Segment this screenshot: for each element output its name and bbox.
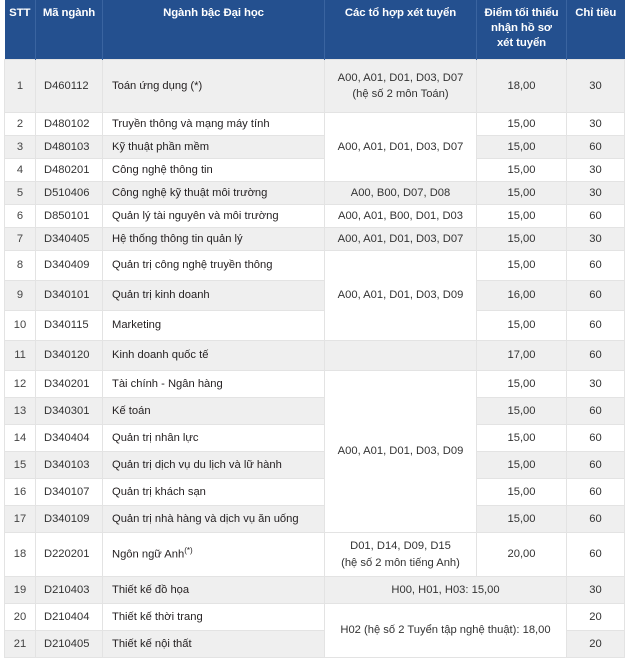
cell-stt: 19 (5, 577, 36, 604)
cell-to-hop-spanning: H02 (hệ số 2 Tuyển tập nghệ thuật): 18,00 (325, 604, 567, 658)
cell-diem: 18,00 (477, 60, 567, 113)
cell-nganh: Hệ thống thông tin quản lý (103, 228, 325, 251)
cell-ma-nganh: D340404 (36, 425, 103, 452)
column-header-to-hop: Các tổ hợp xét tuyển (325, 0, 477, 60)
table-row (5, 281, 625, 311)
cell-nganh: Công nghệ kỹ thuật môi trường (103, 182, 325, 205)
table-row (5, 311, 625, 341)
cell-stt: 7 (5, 228, 36, 251)
cell-ma-nganh: D210404 (36, 604, 103, 631)
cell-nganh: Thiết kế nội thất (103, 631, 325, 658)
cell-nganh: Công nghệ thông tin (103, 159, 325, 182)
table-row (5, 604, 625, 631)
cell-chi-tieu: 30 (567, 60, 625, 113)
table-row (5, 371, 625, 398)
to-hop-main: A00, A01, D01, D03, D07 (337, 71, 464, 84)
cell-ma-nganh: D340409 (36, 251, 103, 281)
cell-ma-nganh: D340103 (36, 452, 103, 479)
table-row (5, 251, 625, 281)
table-row (5, 577, 625, 604)
cell-chi-tieu: 30 (567, 182, 625, 205)
cell-chi-tieu: 60 (567, 281, 625, 311)
cell-nganh: Quản trị nhà hàng và dịch vụ ăn uống (103, 506, 325, 533)
cell-stt: 18 (5, 533, 36, 577)
cell-diem: 15,00 (477, 371, 567, 398)
table-row (5, 506, 625, 533)
diem-header-line-3: xét tuyển (496, 37, 547, 50)
cell-diem: 15,00 (477, 205, 567, 228)
column-header-ma-nganh: Mã ngành (36, 0, 103, 60)
cell-nganh (103, 533, 325, 577)
cell-stt: 1 (5, 60, 36, 113)
cell-diem: 15,00 (477, 311, 567, 341)
table-body (5, 60, 625, 658)
cell-stt: 16 (5, 479, 36, 506)
cell-ma-nganh: D480103 (36, 136, 103, 159)
cell-chi-tieu: 60 (567, 205, 625, 228)
cell-diem: 16,00 (477, 281, 567, 311)
cell-nganh: Tài chính - Ngân hàng (103, 371, 325, 398)
cell-ma-nganh: D510406 (36, 182, 103, 205)
cell-diem: 15,00 (477, 506, 567, 533)
diem-header-line-2: nhận hồ sơ (491, 22, 552, 35)
table-header (5, 0, 625, 60)
cell-chi-tieu: 60 (567, 533, 625, 577)
cell-ma-nganh: D340107 (36, 479, 103, 506)
cell-ma-nganh: D340109 (36, 506, 103, 533)
cell-chi-tieu: 30 (567, 159, 625, 182)
table-row (5, 60, 625, 113)
cell-chi-tieu: 30 (567, 113, 625, 136)
to-hop-note: (hệ số 2 môn Toán) (352, 88, 449, 101)
cell-diem: 15,00 (477, 251, 567, 281)
nganh-footnote-marker: (*) (184, 546, 193, 556)
cell-diem: 15,00 (477, 228, 567, 251)
cell-stt: 9 (5, 281, 36, 311)
cell-nganh: Toán ứng dụng (*) (103, 60, 325, 113)
cell-chi-tieu: 60 (567, 479, 625, 506)
cell-chi-tieu: 60 (567, 425, 625, 452)
column-header-diem-toi-thieu (477, 0, 567, 60)
cell-nganh: Quản trị dịch vụ du lịch và lữ hành (103, 452, 325, 479)
cell-nganh: Kỹ thuật phần mềm (103, 136, 325, 159)
cell-stt: 14 (5, 425, 36, 452)
cell-diem: 15,00 (477, 113, 567, 136)
table-row (5, 341, 625, 371)
nganh-text: Ngôn ngữ Anh (112, 549, 185, 562)
cell-ma-nganh: D340101 (36, 281, 103, 311)
cell-nganh: Thiết kế đồ họa (103, 577, 325, 604)
table-row (5, 136, 625, 159)
cell-nganh: Quản trị nhân lực (103, 425, 325, 452)
cell-stt: 3 (5, 136, 36, 159)
cell-diem: 20,00 (477, 533, 567, 577)
column-header-chi-tieu: Chỉ tiêu (567, 0, 625, 60)
cell-ma-nganh: D480102 (36, 113, 103, 136)
cell-diem: 15,00 (477, 182, 567, 205)
cell-chi-tieu: 60 (567, 341, 625, 371)
cell-diem: 15,00 (477, 159, 567, 182)
table-row (5, 452, 625, 479)
table-row (5, 228, 625, 251)
cell-nganh: Quản trị công nghệ truyền thông (103, 251, 325, 281)
cell-stt: 15 (5, 452, 36, 479)
diem-header-line-1: Điểm tối thiểu (484, 7, 559, 19)
cell-to-hop-merged: A00, A01, D01, D03, D09 (325, 371, 477, 533)
cell-stt: 10 (5, 311, 36, 341)
cell-nganh: Truyền thông và mạng máy tính (103, 113, 325, 136)
cell-chi-tieu: 20 (567, 631, 625, 658)
cell-stt: 20 (5, 604, 36, 631)
header-row (5, 0, 625, 60)
table-row (5, 398, 625, 425)
table-row (5, 425, 625, 452)
to-hop-main: D01, D14, D09, D15 (350, 540, 451, 553)
cell-ma-nganh: D340115 (36, 311, 103, 341)
to-hop-note: (hệ số 2 môn tiếng Anh) (341, 556, 460, 569)
cell-stt: 2 (5, 113, 36, 136)
cell-nganh: Quản lý tài nguyên và môi trường (103, 205, 325, 228)
cell-to-hop-merged: A00, A01, D01, D03, D09 (325, 251, 477, 341)
cell-to-hop-spanning: H00, H01, H03: 15,00 (325, 577, 567, 604)
cell-chi-tieu: 60 (567, 311, 625, 341)
cell-ma-nganh: D220201 (36, 533, 103, 577)
cell-diem: 15,00 (477, 479, 567, 506)
cell-diem: 15,00 (477, 452, 567, 479)
table-row (5, 182, 625, 205)
cell-diem: 17,00 (477, 341, 567, 371)
cell-chi-tieu: 60 (567, 506, 625, 533)
cell-ma-nganh: D460112 (36, 60, 103, 113)
cell-stt: 21 (5, 631, 36, 658)
cell-nganh: Thiết kế thời trang (103, 604, 325, 631)
cell-stt: 13 (5, 398, 36, 425)
cell-nganh: Quản trị khách sạn (103, 479, 325, 506)
cell-nganh: Kế toán (103, 398, 325, 425)
cell-chi-tieu: 30 (567, 371, 625, 398)
cell-chi-tieu: 60 (567, 251, 625, 281)
cell-to-hop: A00, A01, B00, D01, D03 (325, 205, 477, 228)
cell-ma-nganh: D480201 (36, 159, 103, 182)
cell-stt: 5 (5, 182, 36, 205)
table-row (5, 159, 625, 182)
table-row (5, 205, 625, 228)
cell-ma-nganh: D340120 (36, 341, 103, 371)
cell-stt: 6 (5, 205, 36, 228)
cell-nganh: Quản trị kinh doanh (103, 281, 325, 311)
cell-to-hop (325, 533, 477, 577)
cell-diem: 15,00 (477, 425, 567, 452)
cell-to-hop (325, 60, 477, 113)
cell-ma-nganh: D340201 (36, 371, 103, 398)
table-row (5, 113, 625, 136)
cell-to-hop: A00, A01, D01, D03, D07 (325, 228, 477, 251)
cell-nganh: Marketing (103, 311, 325, 341)
cell-stt: 12 (5, 371, 36, 398)
cell-diem: 15,00 (477, 136, 567, 159)
table-row (5, 479, 625, 506)
cell-ma-nganh: D340405 (36, 228, 103, 251)
cell-chi-tieu: 60 (567, 398, 625, 425)
cell-to-hop: A00, B00, D07, D08 (325, 182, 477, 205)
column-header-stt: STT (5, 0, 36, 60)
cell-diem: 15,00 (477, 398, 567, 425)
cell-ma-nganh: D850101 (36, 205, 103, 228)
cell-stt: 8 (5, 251, 36, 281)
cell-ma-nganh: D210403 (36, 577, 103, 604)
cell-ma-nganh: D340301 (36, 398, 103, 425)
cell-chi-tieu: 30 (567, 228, 625, 251)
table-row (5, 533, 625, 577)
admissions-table (4, 0, 625, 658)
cell-stt: 4 (5, 159, 36, 182)
cell-chi-tieu: 60 (567, 136, 625, 159)
column-header-nganh: Ngành bậc Đại học (103, 0, 325, 60)
cell-stt: 17 (5, 506, 36, 533)
cell-nganh: Kinh doanh quốc tế (103, 341, 325, 371)
cell-chi-tieu: 20 (567, 604, 625, 631)
cell-ma-nganh: D210405 (36, 631, 103, 658)
cell-to-hop-empty (325, 341, 477, 371)
cell-chi-tieu: 60 (567, 452, 625, 479)
cell-chi-tieu: 30 (567, 577, 625, 604)
cell-to-hop-merged: A00, A01, D01, D03, D07 (325, 113, 477, 182)
cell-stt: 11 (5, 341, 36, 371)
